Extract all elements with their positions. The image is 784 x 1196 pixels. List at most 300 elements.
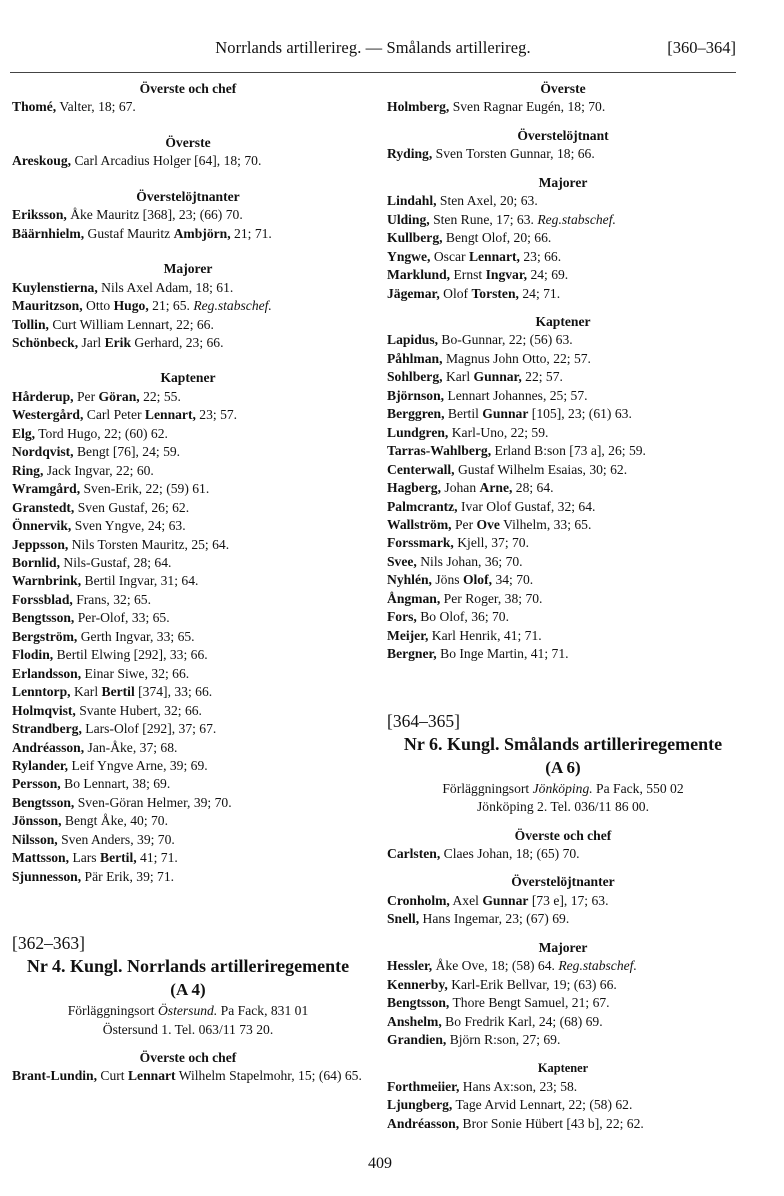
entry-given: Ivar — [461, 498, 483, 514]
entry — [387, 248, 739, 266]
entry-given: Per — [76, 388, 96, 404]
running-header — [10, 38, 736, 62]
entry-surname: Brant-Lundin, — [12, 1068, 97, 1084]
entry — [387, 350, 739, 368]
entry-surname: Jönsson, — [12, 813, 62, 829]
entry-details: Rune, 17; 63. — [460, 211, 534, 227]
entry-details: 21; 65. — [152, 298, 190, 314]
entry-given: Hans — [422, 911, 451, 927]
entry — [387, 266, 739, 284]
entry-surname: Mattsson, — [12, 850, 70, 866]
entry-surname: Jägemar, — [387, 285, 440, 301]
spacer — [387, 164, 739, 174]
entry — [12, 225, 364, 243]
entry — [12, 316, 364, 334]
entry-surname: Kennerby, — [387, 976, 448, 992]
entry-surname: Palmcrantz, — [387, 498, 458, 514]
entry — [387, 405, 739, 423]
entry-details: [292], 37; 67. — [142, 721, 217, 737]
entry-details: [76], 24; 59. — [112, 444, 181, 460]
entry-surname: Bornlid, — [12, 554, 60, 570]
entry — [387, 910, 739, 928]
entry-given: Hans — [462, 1078, 491, 1094]
entry-details: Erik, 39; 71. — [106, 868, 175, 884]
entry-surname: Nilsson, — [12, 831, 58, 847]
entry — [387, 424, 739, 442]
entry-given: Jöns — [435, 572, 460, 588]
entry-given: Bror — [462, 1115, 488, 1131]
entry-details: Bengt Samuel, 21; 67. — [488, 995, 610, 1011]
entry-details: Fredrik Karl, 24; (68) 69. — [464, 1013, 603, 1029]
entry-given: Sven — [435, 146, 463, 162]
entry-details: 22; 55. — [143, 388, 181, 404]
entry-given: Kjell, — [457, 535, 488, 551]
page-number: 409 — [368, 1155, 392, 1172]
entry — [387, 461, 739, 479]
spacer — [387, 1049, 739, 1059]
entry-called-name: Gunnar — [482, 406, 529, 422]
entry — [12, 425, 364, 443]
entry-given: Sven — [452, 99, 480, 115]
entry-given: Svante — [79, 702, 117, 718]
entry — [387, 498, 739, 516]
entry-details: 23; 57. — [199, 407, 238, 423]
entry-surname: Lundgren, — [387, 424, 449, 440]
entry-details: 22; 59. — [510, 424, 549, 440]
entry-surname: Lapidus, — [387, 332, 439, 348]
entry — [387, 331, 739, 349]
entry-given: Gerth — [80, 628, 112, 644]
entry-surname: Westergård, — [12, 407, 84, 423]
entry — [12, 536, 364, 554]
entry-given: Jack — [46, 462, 71, 478]
entry-given: Bo-Gunnar, — [441, 332, 506, 348]
entry-surname: Berggren, — [387, 406, 445, 422]
entry-surname: Önnervik, — [12, 518, 72, 534]
entry — [12, 609, 364, 627]
entry-surname: Flodin, — [12, 647, 54, 663]
entry — [387, 192, 739, 210]
entry-details: Yngve, 24; 63. — [104, 518, 186, 534]
entry-surname: Tarras-Wahlberg, — [387, 443, 492, 459]
entry-given: Carl Peter — [86, 407, 142, 423]
entry-surname: Hårderup, — [12, 388, 74, 404]
entry-details: 32; 66. — [151, 665, 190, 681]
entry — [12, 849, 364, 867]
entry-given: Karl-Uno, — [451, 424, 508, 440]
entry-details: [105], 23; (61) 63. — [531, 406, 632, 422]
entry — [12, 406, 364, 424]
entry — [12, 480, 364, 498]
entry — [12, 868, 364, 886]
entry — [387, 1031, 739, 1049]
entry-surname: Strandberg, — [12, 721, 82, 737]
entry — [387, 553, 739, 571]
left-column — [12, 80, 364, 1086]
entry-details: Ove, 18; (58) 64. — [461, 958, 555, 974]
entry-details: 21; 71. — [234, 225, 272, 241]
entry-surname: Elg, — [12, 425, 36, 441]
entry-surname: Kullberg, — [387, 230, 443, 246]
entry-given: Johan — [444, 480, 477, 496]
entry-given: Sven — [77, 499, 105, 515]
entry — [387, 145, 739, 163]
entry-surname: Bergner, — [387, 646, 437, 662]
spacer — [12, 1039, 364, 1049]
entry-given: Frans, — [76, 591, 110, 607]
entry-details: Johan, 36; 70. — [446, 553, 523, 569]
spacer — [12, 352, 364, 369]
entry-given: Per-Olof, — [77, 610, 129, 626]
unit-address-line2: Östersund 1. Tel. 063/11 73 20. — [102, 1021, 274, 1037]
entry-given: Otto — [86, 298, 111, 314]
entry — [12, 443, 364, 461]
rank-heading: Majorer — [538, 174, 588, 190]
entry-surname: Sohlberg, — [387, 369, 443, 385]
entry-surname: Påhlman, — [387, 350, 443, 366]
rank-heading: Överste och chef — [139, 1050, 237, 1066]
entry-details: Arcadius Holger [64], 18; 70. — [100, 153, 262, 169]
entry-surname: Andréasson, — [387, 1115, 460, 1131]
entry-details: Hugo, 22; (60) 62. — [67, 425, 168, 441]
spacer — [387, 117, 739, 127]
entry-given: Gustaf — [457, 461, 495, 477]
entry-details: Yngve Arne, 39; 69. — [97, 757, 208, 773]
entry-called-name: Olof, — [462, 572, 493, 588]
entry — [12, 831, 364, 849]
entry — [12, 388, 364, 406]
entry-surname: Carlsten, — [387, 845, 441, 861]
entry-surname: Ljungberg, — [387, 1097, 453, 1113]
entry-details: Ingvar, 33; 65. — [115, 628, 195, 644]
entry-surname: Björnson, — [387, 387, 445, 403]
entry-details: R:son, 27; 69. — [484, 1032, 561, 1048]
entry — [387, 976, 739, 994]
entry-given: Per — [454, 516, 474, 532]
entry-details: Ingvar, 22; 60. — [74, 462, 154, 478]
entry-note: Reg.stabschef. — [537, 211, 616, 227]
entry-surname: Snell, — [387, 911, 420, 927]
entry-given: Björn — [449, 1032, 481, 1048]
entry-details: Åke, 40; 70. — [100, 813, 169, 829]
entry-given: Nils-Gustaf, — [63, 554, 131, 570]
entry — [387, 845, 739, 863]
entry-given: Sven Anders, — [61, 831, 134, 847]
entry-given: Magnus — [445, 350, 490, 366]
entry — [387, 608, 739, 626]
entry-called-name: Ambjörn, — [173, 225, 231, 241]
entry — [387, 534, 739, 552]
rank-heading: Överstelöjtnanter — [136, 188, 240, 204]
entry-details: 33; 65. — [131, 610, 170, 626]
entry — [387, 1013, 739, 1031]
entry-given: Sven — [74, 518, 102, 534]
entry-given: Carl — [74, 153, 98, 169]
unit-code: (A 4) — [170, 980, 206, 1000]
entry-given: Bo — [64, 776, 80, 792]
entry-surname: Ring, — [12, 462, 44, 478]
entry-surname: Yngwe, — [387, 248, 431, 264]
entry-called-name: Lennart — [127, 1068, 176, 1084]
address-rest: Pa Fack, 550 02 — [596, 780, 684, 796]
entry-details: Ragnar Eugén, 18; 70. — [483, 99, 606, 115]
spacer — [387, 929, 739, 939]
entry-details: Ax:son, 23; 58. — [493, 1078, 578, 1094]
entry-surname: Mauritzson, — [12, 298, 83, 314]
entry — [12, 462, 364, 480]
entry-details: 41; 71. — [503, 627, 542, 643]
entry-given: Einar Siwe, — [84, 665, 148, 681]
entry-given: Karl Henrik, — [431, 627, 501, 643]
entry-called-name: Lennart, — [144, 407, 196, 423]
entry-surname: Jeppsson, — [12, 536, 69, 552]
entry-details: Hubert, 32; 66. — [119, 702, 202, 718]
entry-surname: Rylander, — [12, 757, 69, 773]
entry-surname: Wallström, — [387, 516, 452, 532]
entry-surname: Forssmark, — [387, 535, 454, 551]
spacer — [12, 117, 364, 134]
entry-details: Axel Adam, 18; 61. — [126, 279, 234, 295]
address-rest: Pa Fack, 831 01 — [220, 1003, 309, 1019]
entry-called-name: Hugo, — [113, 298, 149, 314]
entry-details: 28; 64. — [515, 480, 554, 496]
address-prefix: Förläggningsort — [67, 1003, 155, 1019]
entry-surname: Ulding, — [387, 211, 430, 227]
entry-given: Erland — [494, 443, 531, 459]
entry-given: Olof — [443, 285, 469, 301]
spacer — [387, 817, 739, 827]
entry-given: Thore — [452, 995, 485, 1011]
entry — [387, 590, 739, 608]
rank-heading: Kaptener — [160, 370, 216, 386]
entry-details: Wilhelm Stapelmohr, 15; (64) 65. — [178, 1068, 362, 1084]
entry — [12, 757, 364, 775]
page-range: [360–364] — [667, 38, 736, 57]
entry-details: Olof Gustaf, 32; 64. — [486, 498, 596, 514]
entry-called-name: Bertil — [101, 684, 135, 700]
entry — [12, 683, 364, 701]
entry-surname: Meijer, — [387, 627, 429, 643]
entry-given: Åke — [70, 207, 93, 223]
rank-heading: Överste — [540, 81, 586, 96]
entry-surname: Andréasson, — [12, 739, 85, 755]
entry-surname: Hessler, — [387, 958, 433, 974]
spacer — [12, 886, 364, 932]
unit-address — [12, 1002, 364, 1020]
entry — [387, 1096, 739, 1114]
entry-given: Lars — [72, 850, 97, 866]
entry-surname: Bengtsson, — [12, 794, 75, 810]
entry — [12, 720, 364, 738]
entry-details: Ingemar, 23; (67) 69. — [453, 911, 570, 927]
address-city: Jönköping. — [532, 780, 593, 796]
entry-surname: Marklund, — [387, 267, 451, 283]
entry-surname: Ångman, — [387, 590, 441, 606]
rank-heading: Överstelöjtnant — [517, 127, 609, 143]
entry-details: 22; (59) 61. — [145, 481, 210, 497]
entry — [387, 285, 739, 303]
entry-surname: Bengtsson, — [12, 610, 75, 626]
entry-given: Pär — [84, 868, 103, 884]
entry-surname: Bäärnhielm, — [12, 225, 85, 241]
entry-called-name: Bertil, — [100, 850, 137, 866]
entry-surname: Thomé, — [12, 99, 57, 115]
entry-given: Sten — [439, 193, 465, 209]
running-title: Norrlands artillerireg. — Smålands artillerireg. — [215, 38, 531, 57]
entry — [12, 739, 364, 757]
spacer — [387, 664, 739, 710]
entry-surname: Areskoug, — [12, 153, 72, 169]
entry — [12, 702, 364, 720]
spacer — [12, 243, 364, 260]
entry-called-name: Ingvar, — [485, 267, 528, 283]
entry-called-name: Lennart, — [468, 248, 520, 264]
entry-called-name: Erik — [104, 334, 131, 350]
entry-details: Vilhelm, 33; 65. — [503, 516, 592, 532]
entry — [12, 152, 364, 170]
entry-details: 22; (56) 63. — [508, 332, 573, 348]
entry-given: Bengt — [445, 230, 479, 246]
entry — [12, 591, 364, 609]
entry-details: John Otto, 22; 57. — [493, 350, 591, 366]
entry — [12, 775, 364, 793]
entry-surname: Centerwall, — [387, 461, 455, 477]
entry-details: 37; 70. — [491, 535, 529, 551]
entry-details: Torsten Gunnar, 18; 66. — [465, 146, 595, 162]
entry-details: Ingvar, 31; 64. — [118, 573, 199, 589]
entry-called-name: Göran, — [98, 388, 140, 404]
entry-given: Lennart — [447, 387, 490, 403]
entry-details: Helmer, 39; 70. — [146, 794, 232, 810]
unit-title: Nr 6. Kungl. Smålands artilleriregemente — [403, 733, 723, 754]
entry-given: Tage — [455, 1097, 482, 1113]
entry-surname: Schönbeck, — [12, 334, 79, 350]
entry-given: Ernst — [453, 267, 483, 283]
entry-details: 34; 70. — [495, 572, 534, 588]
entry — [12, 98, 364, 116]
entry-details: Johannes, 25; 57. — [493, 387, 588, 403]
entry-given: Bo — [440, 646, 456, 662]
entry-given: Sven-Göran — [77, 794, 144, 810]
entry-called-name: Arne, — [479, 480, 513, 496]
entry-surname: Svee, — [387, 553, 417, 569]
entry — [387, 645, 739, 663]
rank-heading: Kaptener — [537, 1061, 589, 1076]
entry — [387, 211, 739, 229]
unit-page-range: [364–365] — [387, 710, 460, 731]
entry-given: Claes — [443, 845, 474, 861]
entry-given: Jan-Åke, — [87, 739, 137, 755]
entry-called-name: Gunnar, — [473, 369, 522, 385]
entry-surname: Wramgård, — [12, 481, 81, 497]
entry-details: Olof, 20; 66. — [481, 230, 552, 246]
entry — [12, 646, 364, 664]
entry-details: Gerhard, 23; 66. — [134, 334, 224, 350]
entry — [387, 229, 739, 247]
entry-given: Nils — [101, 279, 124, 295]
entry — [387, 892, 739, 910]
entry-surname: Forthmeiier, — [387, 1078, 460, 1094]
entry-surname: Lindahl, — [387, 193, 437, 209]
spacer — [387, 863, 739, 873]
entry-details: 23; 66. — [523, 248, 562, 264]
entry-given: Bertil — [84, 573, 116, 589]
entry — [12, 297, 364, 315]
entry-given: Åke — [435, 958, 459, 974]
entry-details: 32; 65. — [113, 591, 151, 607]
entry — [12, 572, 364, 590]
unit-address-line2: Jönköping 2. Tel. 036/11 86 00. — [477, 799, 649, 815]
unit-title: Nr 4. Kungl. Norrlands artilleriregemente — [26, 956, 350, 977]
entry-given: Bengt — [64, 813, 98, 829]
entry — [12, 517, 364, 535]
entry-given: Bo — [420, 609, 437, 625]
entry-called-name: Gunnar — [482, 892, 529, 908]
spacer — [12, 171, 364, 188]
rank-heading: Överstelöjtnanter — [511, 874, 615, 890]
entry — [387, 387, 739, 405]
entry-surname: Bengtsson, — [387, 995, 450, 1011]
entry-given: Per — [443, 590, 462, 606]
entry-given: Nils — [420, 553, 443, 569]
entry-details: Inge Martin, 41; 71. — [459, 646, 569, 662]
entry — [387, 627, 739, 645]
entry — [387, 98, 739, 116]
entry-surname: Nyhlén, — [387, 572, 432, 588]
rank-heading: Majorer — [538, 939, 588, 955]
entry — [387, 1078, 739, 1096]
entry — [12, 334, 364, 352]
right-column — [387, 80, 739, 1133]
unit-address — [387, 780, 739, 798]
entry-surname: Erlandsson, — [12, 665, 82, 681]
entry-details: B:son [73 a], 26; 59. — [534, 443, 646, 459]
entry-details: [73 e], 17; 63. — [531, 892, 609, 908]
entry-given: Curt — [100, 1068, 125, 1084]
entry-given: Leif — [71, 757, 95, 773]
address-city: Östersund. — [157, 1003, 218, 1019]
entry-surname: Kuylenstierna, — [12, 279, 98, 295]
entry-given: Tord — [38, 425, 64, 441]
entry-details: 41; 71. — [140, 850, 178, 866]
entry-surname: Fors, — [387, 609, 417, 625]
entry-given: Gustaf Mauritz — [87, 225, 171, 241]
entry-surname: Persson, — [12, 776, 61, 792]
entry-surname: Nordqvist, — [12, 444, 74, 460]
entry-details: Gustaf, 26; 62. — [108, 499, 190, 515]
header-rule — [10, 72, 736, 73]
entry — [12, 279, 364, 297]
entry-given: Curt — [52, 316, 77, 332]
entry-details: 18; 67. — [98, 99, 136, 115]
entry — [12, 206, 364, 224]
rank-heading: Överste och chef — [514, 827, 612, 843]
rank-heading: Överste och chef — [139, 81, 237, 96]
entry-note: Reg.stabschef. — [558, 958, 637, 974]
entry — [12, 554, 364, 572]
entry-given: Oscar — [433, 248, 466, 264]
entry-details: Sonie Hübert [43 b], 22; 62. — [490, 1115, 644, 1131]
entry-note: Reg.stabschef. — [193, 298, 272, 314]
entry-details: Mauritz [368], 23; (66) 70. — [96, 207, 243, 223]
entry-given: Bengt — [76, 444, 110, 460]
entry — [387, 368, 739, 386]
entry-surname: Sjunnesson, — [12, 868, 82, 884]
entry — [387, 994, 739, 1012]
entry-surname: Warnbrink, — [12, 573, 82, 589]
entry — [387, 442, 739, 460]
entry-given: Karl-Erik — [451, 976, 504, 992]
